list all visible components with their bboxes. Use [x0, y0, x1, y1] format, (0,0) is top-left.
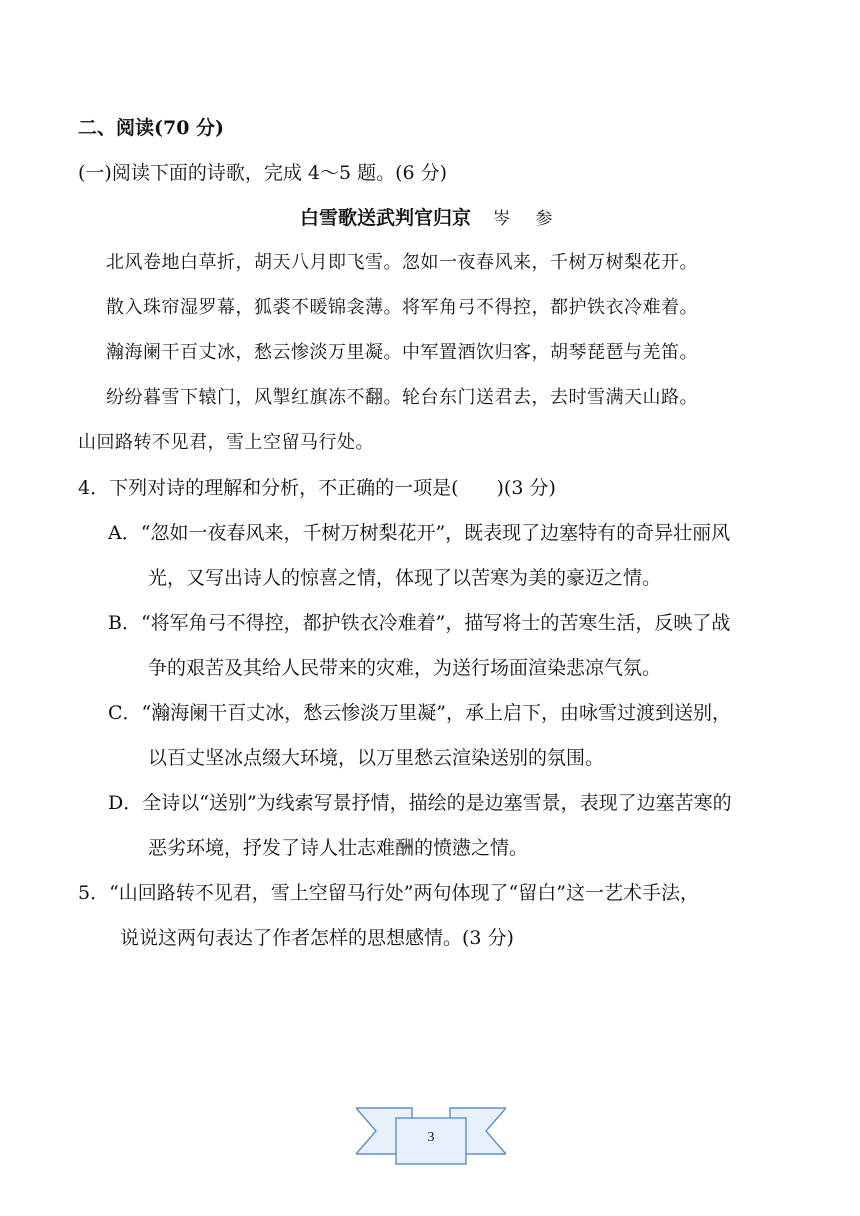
option-label: C．	[108, 702, 142, 724]
question-5	[78, 881, 699, 905]
page-number: 3	[427, 1130, 435, 1145]
poem-line: 纷纷暮雪下辕门，风掣红旗冻不翻。轮台东门送君去，去时雪满天山路。	[106, 387, 698, 408]
page-number-ribbon	[356, 1102, 506, 1168]
poem-line: 瀚海阑干百丈冰，愁云惨淡万里凝。中军置酒饮归客，胡琴琵琶与羌笛。	[106, 342, 698, 363]
option-a	[108, 521, 730, 545]
poem-title: 白雪歌送武判官归京	[300, 207, 472, 229]
option-text-continued: 争的艰苦及其给人民带来的灾难，为送行场面渲染悲凉气氛。	[148, 657, 662, 679]
option-label: D．	[108, 792, 143, 814]
option-text-continued: 光，又写出诗人的惊喜之情，体现了以苦寒为美的豪迈之情。	[148, 567, 662, 589]
question-number: 4．	[78, 477, 110, 499]
option-label: B．	[108, 612, 141, 634]
question-4	[78, 476, 556, 500]
option-text-continued: 恶劣环境，抒发了诗人壮志难酬的愤懑之情。	[148, 837, 529, 859]
section-heading: 二、阅读(70 分)	[78, 117, 225, 139]
option-c	[108, 701, 731, 725]
option-text: “忽如一夜春风来，千树万树梨花开”，既表现了边塞特有的奇异壮丽风	[140, 522, 731, 544]
poem-author: 岑 参	[493, 209, 563, 229]
option-d	[108, 791, 732, 815]
part-intro: (一)阅读下面的诗歌，完成 4～5 题。(6 分)	[78, 162, 448, 184]
option-text-continued: 以百丈坚冰点缀大环境，以万里愁云渲染送别的氛围。	[148, 747, 605, 769]
option-label: A．	[108, 522, 141, 544]
poem-line: 山回路转不见君，雪上空留马行处。	[78, 432, 374, 453]
option-b	[108, 611, 730, 635]
question-stem: 下列对诗的理解和分析，不正确的一项是( )(3 分)	[109, 477, 556, 499]
poem-line: 北风卷地白草折，胡天八月即飞雪。忽如一夜春风来，千树万树梨花开。	[106, 252, 698, 273]
poem-line: 散入珠帘湿罗幕，狐裘不暖锦衾薄。将军角弓不得控，都护铁衣冷难着。	[106, 297, 698, 318]
question-number: 5．	[78, 882, 110, 904]
option-text: 全诗以“送别”为线索写景抒情，描绘的是边塞雪景，表现了边塞苦寒的	[142, 792, 732, 814]
poem-header	[300, 206, 562, 231]
question-stem-continued: 说说这两句表达了作者怎样的思想感情。(3 分)	[120, 927, 514, 949]
option-text: “将军角弓不得控，都护铁衣冷难着”，描写将士的苦寒生活，反映了战	[140, 612, 731, 634]
question-stem: “山回路转不见君，雪上空留马行处”两句体现了“留白”这一艺术手法，	[109, 882, 699, 904]
option-text: “瀚海阑干百丈冰，愁云惨淡万里凝”，承上启下，由咏雪过渡到送别，	[141, 702, 731, 724]
